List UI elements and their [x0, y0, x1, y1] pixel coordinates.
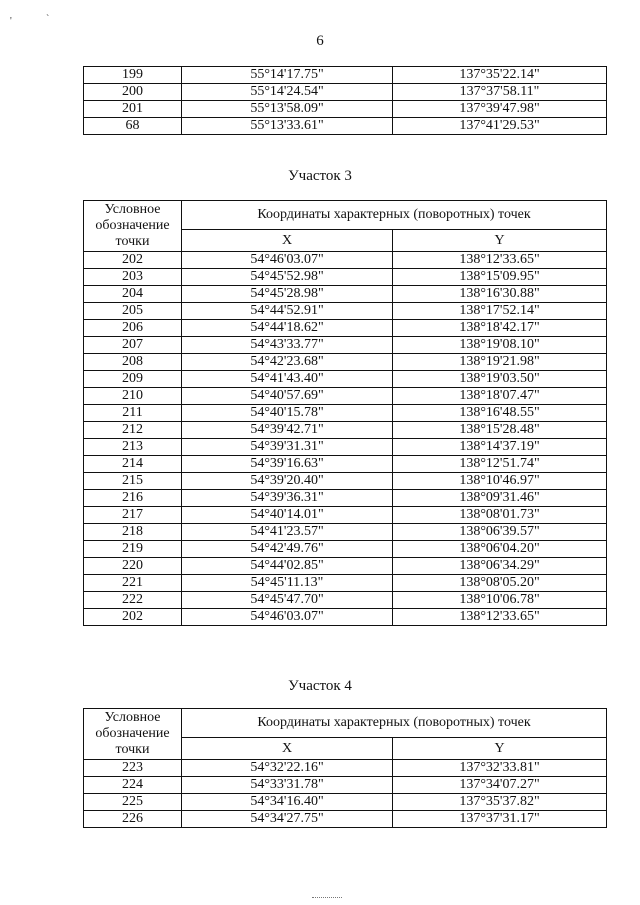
coordinates-table-section-4: [83, 708, 607, 828]
table-row: [84, 777, 607, 794]
y-coordinate-cell: 138°16'48.55": [393, 405, 607, 422]
y-coordinate-cell: 137°32'33.81": [393, 760, 607, 777]
point-number-cell: 214: [84, 456, 182, 473]
point-number-cell: 221: [84, 575, 182, 592]
point-number-cell: 201: [84, 101, 182, 118]
x-coordinate-cell: 54°34'27.75": [182, 811, 393, 828]
point-number-cell: 213: [84, 439, 182, 456]
x-coordinate-cell: 54°44'52.91": [182, 303, 393, 320]
x-coordinate-cell: 54°39'16.63": [182, 456, 393, 473]
table-body: [84, 252, 607, 626]
point-number-cell: 210: [84, 388, 182, 405]
point-number-cell: 218: [84, 524, 182, 541]
x-coordinate-cell: 55°13'58.09": [182, 101, 393, 118]
y-coordinate-cell: 137°34'07.27": [393, 777, 607, 794]
table-row: [84, 456, 607, 473]
x-coordinate-cell: 54°42'49.76": [182, 541, 393, 558]
y-coordinate-cell: 138°15'28.48": [393, 422, 607, 439]
x-column-header: X: [182, 738, 393, 760]
x-coordinate-cell: 54°45'11.13": [182, 575, 393, 592]
table-body: [84, 67, 607, 135]
y-coordinate-cell: 138°12'33.65": [393, 252, 607, 269]
point-number-cell: 219: [84, 541, 182, 558]
table-row: [84, 303, 607, 320]
x-coordinate-cell: 55°13'33.61": [182, 118, 393, 135]
y-coordinate-cell: 137°35'37.82": [393, 794, 607, 811]
x-coordinate-cell: 54°46'03.07": [182, 609, 393, 626]
section-title-4: Участок 4: [288, 678, 352, 694]
table-row: [84, 269, 607, 286]
point-number-cell: 212: [84, 422, 182, 439]
y-coordinate-cell: 138°12'51.74": [393, 456, 607, 473]
point-number-cell: 205: [84, 303, 182, 320]
table-row: [84, 558, 607, 575]
table-row: [84, 67, 607, 84]
point-number-cell: 209: [84, 371, 182, 388]
scan-mark-left: ': [10, 16, 12, 27]
coordinates-table-continued: [83, 66, 607, 135]
table-row: [84, 337, 607, 354]
y-coordinate-cell: 138°17'52.14": [393, 303, 607, 320]
point-label-header: Условное обозначение точки: [84, 201, 182, 252]
x-coordinate-cell: 54°42'23.68": [182, 354, 393, 371]
x-coordinate-cell: 54°46'03.07": [182, 252, 393, 269]
y-coordinate-cell: 138°18'42.17": [393, 320, 607, 337]
point-number-cell: 203: [84, 269, 182, 286]
y-coordinate-cell: 137°37'58.11": [393, 84, 607, 101]
x-coordinate-cell: 54°43'33.77": [182, 337, 393, 354]
table-row: [84, 541, 607, 558]
point-number-cell: 217: [84, 507, 182, 524]
y-coordinate-cell: 138°15'09.95": [393, 269, 607, 286]
coordinates-header: Координаты характерных (поворотных) точек: [182, 709, 607, 738]
table-row: [84, 473, 607, 490]
table-row: [84, 592, 607, 609]
y-coordinate-cell: 138°12'33.65": [393, 609, 607, 626]
x-coordinate-cell: 54°33'31.78": [182, 777, 393, 794]
y-coordinate-cell: 138°16'30.88": [393, 286, 607, 303]
x-coordinate-cell: 54°45'52.98": [182, 269, 393, 286]
table-row: [84, 405, 607, 422]
x-coordinate-cell: 54°45'28.98": [182, 286, 393, 303]
table-row: [84, 575, 607, 592]
table-row: [84, 422, 607, 439]
x-coordinate-cell: 54°39'31.31": [182, 439, 393, 456]
y-coordinate-cell: 138°10'46.97": [393, 473, 607, 490]
point-number-cell: 199: [84, 67, 182, 84]
scan-edge-mark: [312, 897, 342, 900]
y-coordinate-cell: 138°06'34.29": [393, 558, 607, 575]
x-coordinate-cell: 54°44'18.62": [182, 320, 393, 337]
x-coordinate-cell: 54°32'22.16": [182, 760, 393, 777]
table-row: [84, 524, 607, 541]
y-coordinate-cell: 137°37'31.17": [393, 811, 607, 828]
point-number-cell: 220: [84, 558, 182, 575]
table-body: [84, 760, 607, 828]
y-column-header: Y: [393, 738, 607, 760]
scan-mark-right: `: [46, 14, 50, 25]
section-title-3: Участок 3: [288, 168, 352, 184]
point-number-cell: 202: [84, 609, 182, 626]
table-row: [84, 760, 607, 777]
x-coordinate-cell: 55°14'24.54": [182, 84, 393, 101]
y-coordinate-cell: 138°19'21.98": [393, 354, 607, 371]
table-row: [84, 320, 607, 337]
point-number-cell: 216: [84, 490, 182, 507]
y-coordinate-cell: 138°19'08.10": [393, 337, 607, 354]
y-column-header: Y: [393, 230, 607, 252]
coordinates-header: Координаты характерных (поворотных) точек: [182, 201, 607, 230]
x-coordinate-cell: 54°39'20.40": [182, 473, 393, 490]
table-row: [84, 507, 607, 524]
y-coordinate-cell: 138°06'39.57": [393, 524, 607, 541]
point-label-header: Условное обозначение точки: [84, 709, 182, 760]
point-number-cell: 204: [84, 286, 182, 303]
table-row: [84, 609, 607, 626]
page-number: 6: [316, 33, 324, 49]
point-number-cell: 202: [84, 252, 182, 269]
table-row: [84, 388, 607, 405]
point-number-cell: 222: [84, 592, 182, 609]
y-coordinate-cell: 138°09'31.46": [393, 490, 607, 507]
table-row: [84, 811, 607, 828]
x-coordinate-cell: 54°40'15.78": [182, 405, 393, 422]
point-number-cell: 200: [84, 84, 182, 101]
y-coordinate-cell: 138°19'03.50": [393, 371, 607, 388]
point-number-cell: 207: [84, 337, 182, 354]
x-coordinate-cell: 54°40'57.69": [182, 388, 393, 405]
x-coordinate-cell: 54°39'42.71": [182, 422, 393, 439]
y-coordinate-cell: 138°10'06.78": [393, 592, 607, 609]
point-number-cell: 208: [84, 354, 182, 371]
x-coordinate-cell: 54°45'47.70": [182, 592, 393, 609]
table-row: [84, 101, 607, 118]
table-row: [84, 490, 607, 507]
table-row: [84, 439, 607, 456]
point-number-cell: 225: [84, 794, 182, 811]
y-coordinate-cell: 137°41'29.53": [393, 118, 607, 135]
x-coordinate-cell: 54°44'02.85": [182, 558, 393, 575]
point-number-cell: 211: [84, 405, 182, 422]
point-number-cell: 226: [84, 811, 182, 828]
y-coordinate-cell: 138°06'04.20": [393, 541, 607, 558]
x-coordinate-cell: 54°41'23.57": [182, 524, 393, 541]
table-row: [84, 118, 607, 135]
y-coordinate-cell: 137°35'22.14": [393, 67, 607, 84]
point-number-cell: 224: [84, 777, 182, 794]
point-number-cell: 215: [84, 473, 182, 490]
table-row: [84, 354, 607, 371]
point-number-cell: 68: [84, 118, 182, 135]
point-number-cell: 206: [84, 320, 182, 337]
y-coordinate-cell: 138°14'37.19": [393, 439, 607, 456]
table-row: [84, 794, 607, 811]
y-coordinate-cell: 138°08'01.73": [393, 507, 607, 524]
x-coordinate-cell: 54°40'14.01": [182, 507, 393, 524]
table-row: [84, 84, 607, 101]
x-column-header: X: [182, 230, 393, 252]
point-number-cell: 223: [84, 760, 182, 777]
coordinates-table-section-3: [83, 200, 607, 626]
y-coordinate-cell: 138°08'05.20": [393, 575, 607, 592]
x-coordinate-cell: 55°14'17.75": [182, 67, 393, 84]
table-row: [84, 371, 607, 388]
x-coordinate-cell: 54°34'16.40": [182, 794, 393, 811]
y-coordinate-cell: 137°39'47.98": [393, 101, 607, 118]
x-coordinate-cell: 54°41'43.40": [182, 371, 393, 388]
table-row: [84, 252, 607, 269]
x-coordinate-cell: 54°39'36.31": [182, 490, 393, 507]
table-row: [84, 286, 607, 303]
y-coordinate-cell: 138°18'07.47": [393, 388, 607, 405]
